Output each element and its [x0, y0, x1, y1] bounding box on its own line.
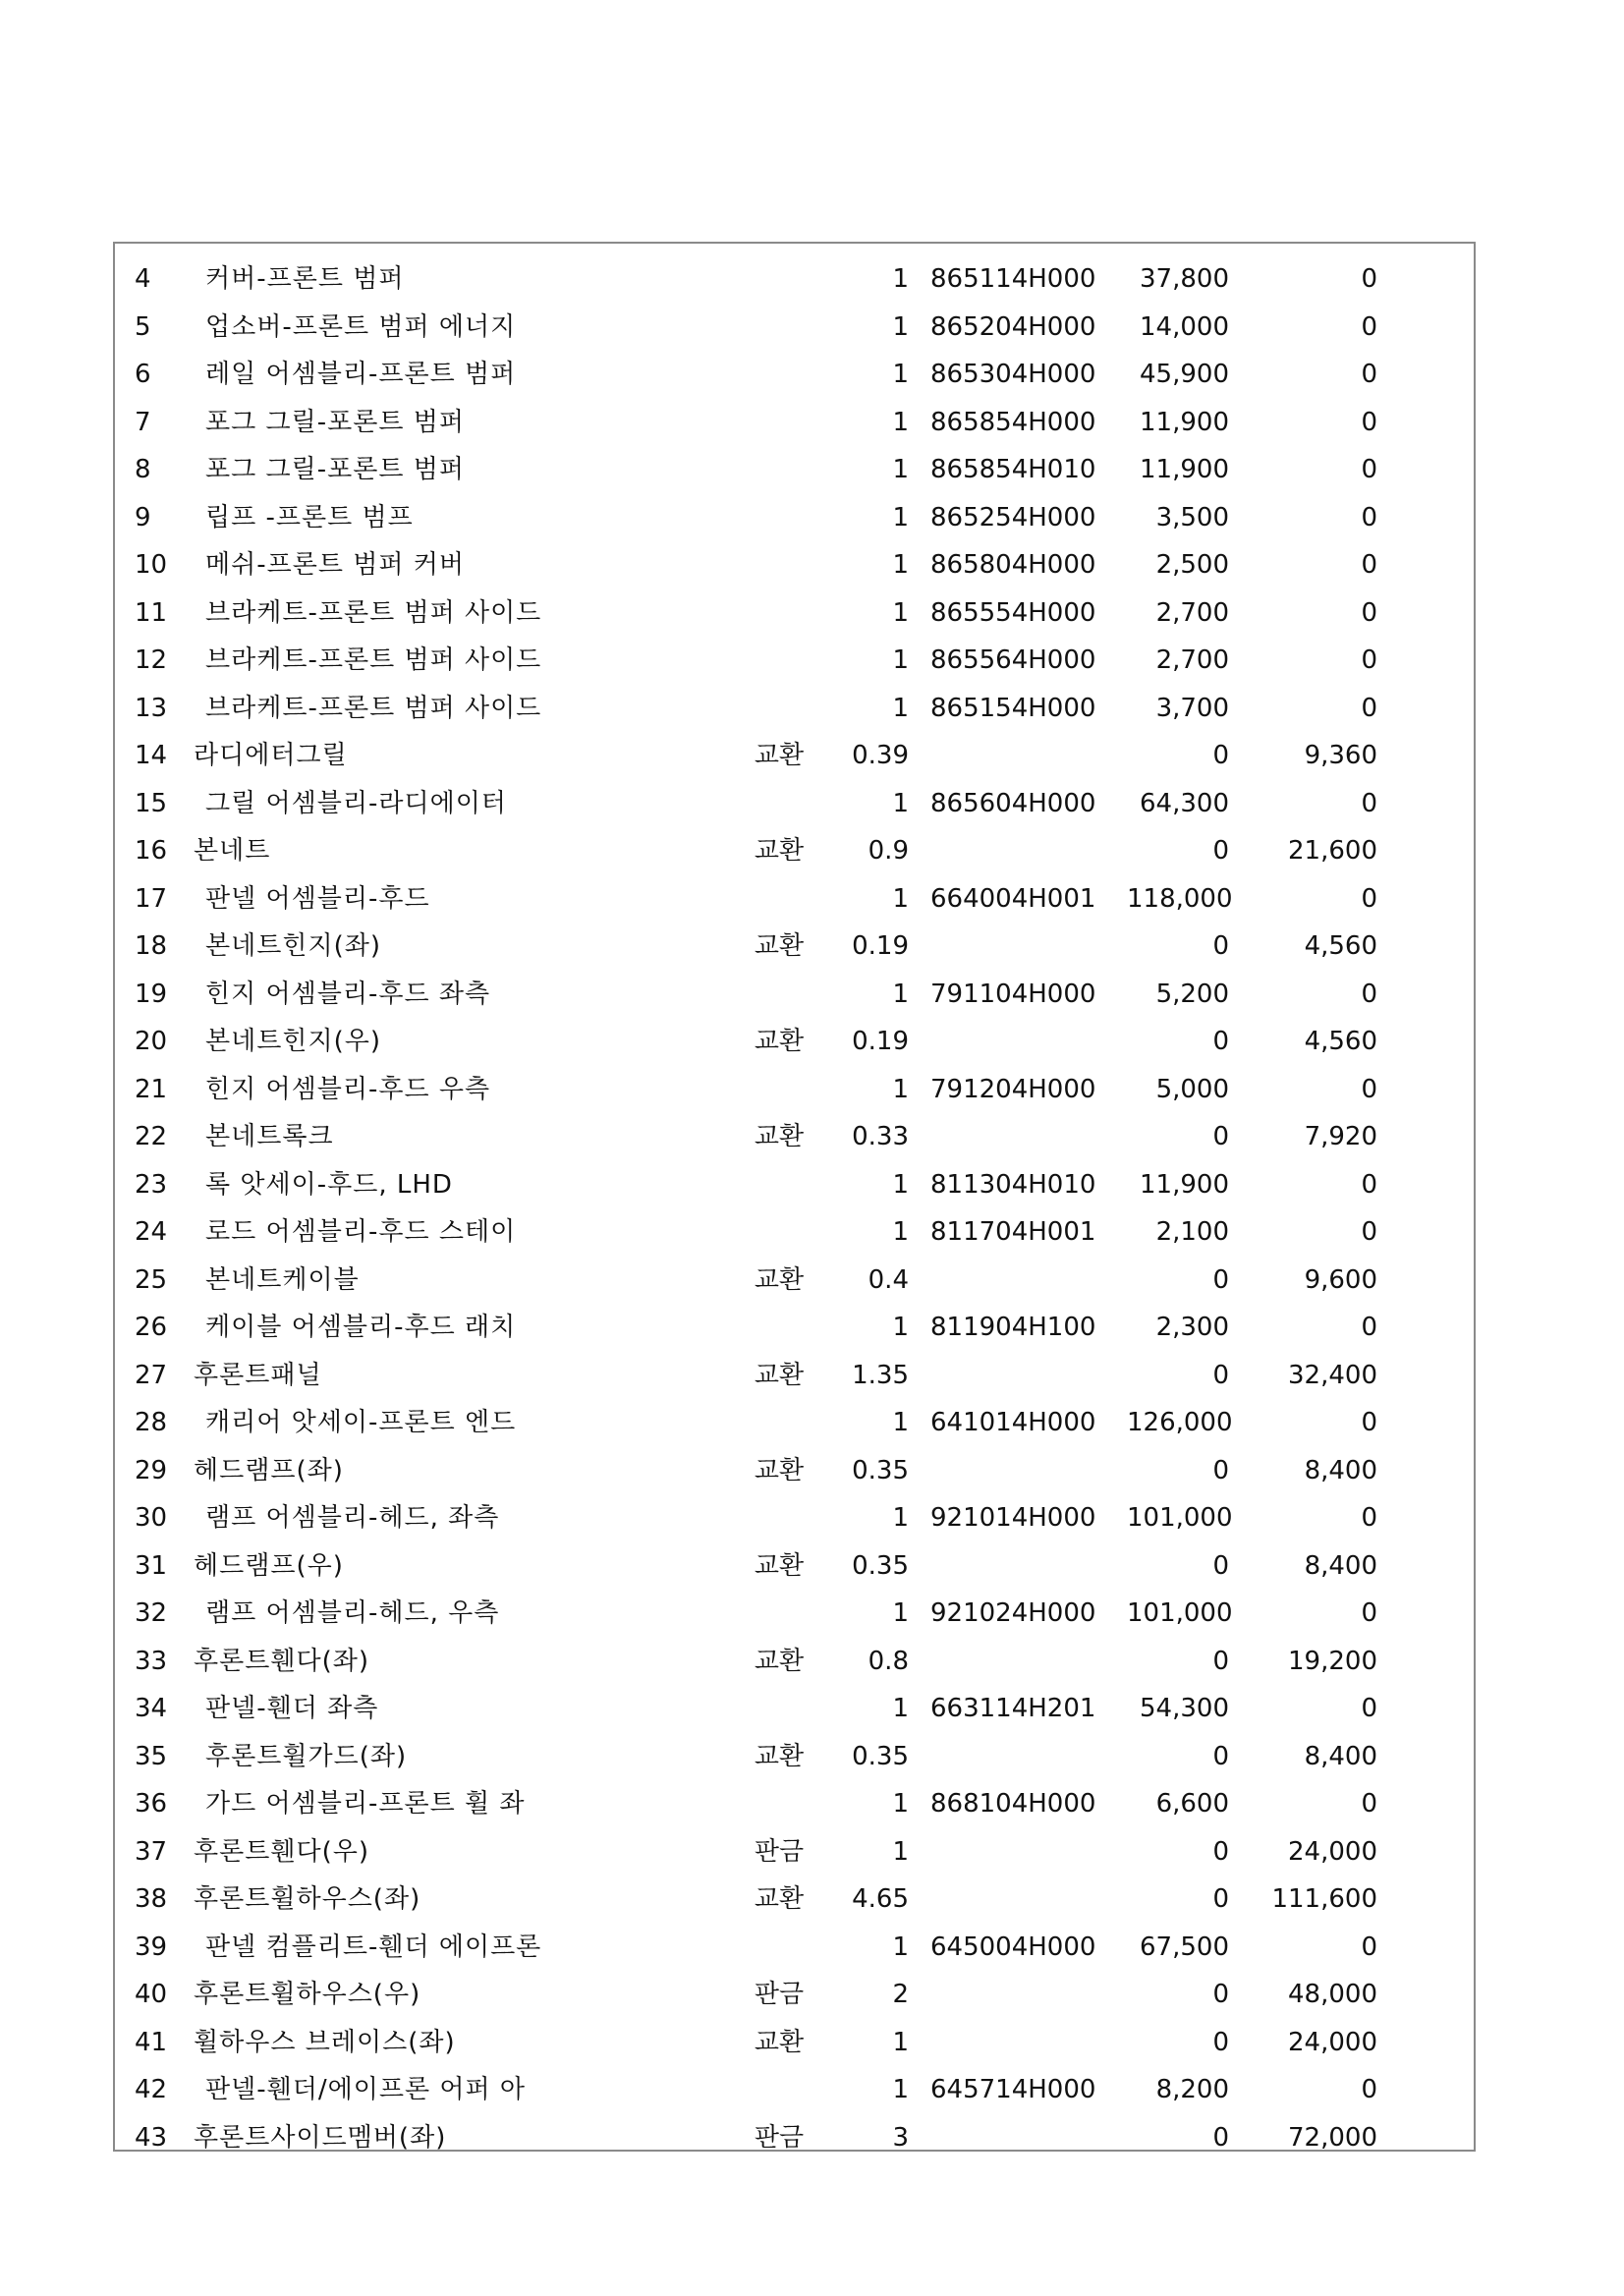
part-number: 791204H000 [930, 1074, 1096, 1104]
item-name: 후론트휀다(좌) [194, 1646, 369, 1676]
part-number: 791104H000 [930, 979, 1096, 1009]
table-row [115, 2066, 1474, 2114]
part-price: 0 [1212, 1264, 1229, 1295]
item-name: 판넬-휀더 좌측 [205, 1694, 379, 1723]
table-row [115, 1638, 1474, 1686]
part-number: 811304H010 [930, 1169, 1096, 1200]
work-type: 판금 [754, 2122, 805, 2153]
table-row [115, 1018, 1474, 1066]
part-number: 663114H201 [930, 1694, 1096, 1723]
part-price: 2,500 [1155, 550, 1229, 580]
part-number: 865204H000 [930, 311, 1096, 342]
labor-cost: 0 [1361, 455, 1377, 484]
table-row [115, 1542, 1474, 1591]
labor-cost: 7,920 [1304, 1122, 1377, 1151]
part-number: 865604H000 [930, 788, 1096, 818]
labor-cost: 0 [1361, 788, 1377, 818]
item-name: 헤드램프(우) [194, 1550, 344, 1581]
part-number: 865564H000 [930, 645, 1096, 675]
part-price: 0 [1212, 1741, 1229, 1771]
row-number: 4 [135, 264, 151, 294]
table-row [115, 494, 1474, 542]
labor-cost: 32,400 [1288, 1360, 1377, 1390]
item-name: 후론트휀다(우) [194, 1836, 369, 1867]
quantity: 0.39 [852, 741, 909, 770]
row-number: 7 [135, 407, 151, 437]
table-row [115, 732, 1474, 780]
part-number: 865154H000 [930, 693, 1096, 723]
part-price: 101,000 [1127, 1503, 1233, 1533]
item-name: 후론트휠가드(좌) [205, 1741, 408, 1771]
table-row [115, 971, 1474, 1019]
part-price: 0 [1212, 1455, 1229, 1485]
table-row [115, 1066, 1474, 1114]
item-name: 로드 어셈블리-후드 스테이 [205, 1217, 517, 1247]
labor-cost: 0 [1361, 2075, 1377, 2104]
row-number: 14 [135, 741, 168, 770]
part-price: 14,000 [1140, 311, 1229, 342]
table-row [115, 399, 1474, 447]
part-price: 45,900 [1140, 360, 1229, 389]
part-number: 641014H000 [930, 1408, 1096, 1437]
item-name: 포그 그릴-포론트 범퍼 [205, 407, 465, 437]
labor-cost: 19,200 [1288, 1646, 1377, 1676]
quantity: 1 [892, 455, 909, 484]
item-name: 힌지 어셈블리-후드 우측 [205, 1074, 491, 1104]
labor-cost: 0 [1361, 1313, 1377, 1342]
table-row [115, 923, 1474, 971]
item-name: 레일 어셈블리-프론트 범퍼 [205, 360, 517, 389]
row-number: 15 [135, 788, 168, 818]
labor-cost: 24,000 [1288, 2027, 1377, 2057]
part-price: 0 [1212, 741, 1229, 770]
work-type: 교환 [754, 836, 805, 866]
quantity: 1 [892, 693, 909, 723]
table-row [115, 875, 1474, 924]
labor-cost: 9,600 [1304, 1264, 1377, 1295]
item-name: 브라케트-프론트 범퍼 사이드 [205, 597, 542, 628]
quantity: 0.35 [852, 1741, 909, 1771]
labor-cost: 0 [1361, 1169, 1377, 1200]
item-name: 메쉬-프론트 범퍼 커버 [205, 550, 465, 580]
quantity: 0.4 [868, 1264, 909, 1295]
row-number: 35 [135, 1741, 168, 1771]
part-price: 3,700 [1155, 693, 1229, 723]
part-number: 865804H000 [930, 550, 1096, 580]
labor-cost: 0 [1361, 407, 1377, 437]
item-name: 케이블 어셈블리-후드 래치 [205, 1313, 517, 1342]
quantity: 1 [892, 550, 909, 580]
item-name: 브라케트-프론트 범퍼 사이드 [205, 645, 542, 675]
item-name: 록 앗세이-후드, LHD [205, 1169, 453, 1200]
work-type: 교환 [754, 2027, 805, 2057]
part-price: 5,000 [1155, 1074, 1229, 1104]
quantity: 4.65 [852, 1884, 909, 1914]
table-row [115, 304, 1474, 352]
table-row [115, 541, 1474, 589]
row-number: 10 [135, 550, 168, 580]
table-row [115, 1828, 1474, 1876]
estimate-table [113, 242, 1476, 2152]
work-type: 교환 [754, 1027, 805, 1056]
part-price: 67,500 [1140, 1932, 1229, 1962]
work-type: 교환 [754, 1122, 805, 1151]
table-row [115, 1780, 1474, 1828]
quantity: 0.33 [852, 1122, 909, 1151]
row-number: 33 [135, 1646, 168, 1676]
row-number: 24 [135, 1217, 168, 1247]
work-type: 교환 [754, 741, 805, 770]
labor-cost: 0 [1361, 1408, 1377, 1437]
item-name: 본네트케이블 [205, 1264, 360, 1295]
quantity: 0.19 [852, 1027, 909, 1056]
item-name: 램프 어셈블리-헤드, 좌측 [205, 1503, 500, 1533]
row-number: 36 [135, 1789, 168, 1819]
part-number: 645714H000 [930, 2075, 1096, 2104]
part-number: 664004H001 [930, 883, 1096, 914]
labor-cost: 0 [1361, 1217, 1377, 1247]
table-row [115, 589, 1474, 638]
table-row [115, 637, 1474, 685]
row-number: 9 [135, 502, 151, 532]
work-type: 교환 [754, 931, 805, 961]
part-number: 811704H001 [930, 1217, 1096, 1247]
row-number: 32 [135, 1598, 168, 1628]
item-name: 본네트록크 [205, 1122, 334, 1151]
labor-cost: 8,400 [1304, 1741, 1377, 1771]
row-number: 13 [135, 693, 168, 723]
part-price: 0 [1212, 1027, 1229, 1056]
quantity: 1 [892, 788, 909, 818]
quantity: 1 [892, 2075, 909, 2104]
item-name: 그릴 어셈블리-라디에이터 [205, 788, 507, 818]
item-name: 라디에터그릴 [194, 741, 348, 770]
labor-cost: 72,000 [1288, 2122, 1377, 2153]
labor-cost: 48,000 [1288, 1980, 1377, 2009]
estimate-rows [115, 255, 1474, 2161]
table-row [115, 1399, 1474, 1447]
part-price: 0 [1212, 1360, 1229, 1390]
quantity: 1 [892, 979, 909, 1009]
table-row [115, 1924, 1474, 1972]
labor-cost: 0 [1361, 645, 1377, 675]
item-name: 판넬-휀더/에이프론 어퍼 아 [205, 2075, 526, 2104]
table-row [115, 1161, 1474, 1209]
part-price: 11,900 [1140, 1169, 1229, 1200]
labor-cost: 4,560 [1304, 1027, 1377, 1056]
row-number: 31 [135, 1550, 168, 1581]
item-name: 판넬 컴플리트-휀더 에이프론 [205, 1932, 542, 1962]
row-number: 37 [135, 1836, 168, 1867]
table-row [115, 1590, 1474, 1638]
part-price: 5,200 [1155, 979, 1229, 1009]
quantity: 1 [892, 1074, 909, 1104]
row-number: 11 [135, 597, 168, 628]
quantity: 1 [892, 2027, 909, 2057]
part-price: 0 [1212, 1646, 1229, 1676]
labor-cost: 24,000 [1288, 1836, 1377, 1867]
work-type: 교환 [754, 1360, 805, 1390]
row-number: 5 [135, 311, 151, 342]
table-row [115, 2114, 1474, 2162]
quantity: 2 [892, 1980, 909, 2009]
table-row [115, 351, 1474, 399]
labor-cost: 111,600 [1271, 1884, 1377, 1914]
row-number: 41 [135, 2027, 168, 2057]
item-name: 커버-프론트 범퍼 [205, 264, 405, 294]
item-name: 본네트힌지(좌) [205, 931, 381, 961]
row-number: 12 [135, 645, 168, 675]
table-row [115, 1876, 1474, 1924]
row-number: 34 [135, 1694, 168, 1723]
quantity: 1 [892, 360, 909, 389]
item-name: 본네트힌지(우) [205, 1027, 381, 1056]
item-name: 후론트휠하우스(좌) [194, 1884, 421, 1914]
table-row [115, 1733, 1474, 1781]
part-number: 865554H000 [930, 597, 1096, 628]
row-number: 28 [135, 1408, 168, 1437]
row-number: 30 [135, 1503, 168, 1533]
work-type: 교환 [754, 1646, 805, 1676]
part-price: 37,800 [1140, 264, 1229, 294]
work-type: 교환 [754, 1550, 805, 1581]
table-row [115, 1971, 1474, 2019]
quantity: 1 [892, 264, 909, 294]
quantity: 1 [892, 407, 909, 437]
quantity: 1 [892, 1836, 909, 1867]
quantity: 1 [892, 1408, 909, 1437]
work-type: 판금 [754, 1980, 805, 2009]
part-number: 645004H000 [930, 1932, 1096, 1962]
labor-cost: 0 [1361, 502, 1377, 532]
item-name: 업소버-프론트 범퍼 에너지 [205, 311, 517, 342]
part-price: 0 [1212, 2122, 1229, 2153]
row-number: 17 [135, 883, 168, 914]
quantity: 1 [892, 311, 909, 342]
part-price: 0 [1212, 1884, 1229, 1914]
item-name: 후론트휠하우스(우) [194, 1980, 421, 2009]
part-price: 8,200 [1155, 2075, 1229, 2104]
part-price: 54,300 [1140, 1694, 1229, 1723]
part-price: 118,000 [1127, 883, 1233, 914]
labor-cost: 0 [1361, 1503, 1377, 1533]
part-price: 0 [1212, 2027, 1229, 2057]
row-number: 26 [135, 1313, 168, 1342]
table-row [115, 1352, 1474, 1400]
row-number: 25 [135, 1264, 168, 1295]
table-row [115, 1685, 1474, 1733]
table-row [115, 255, 1474, 304]
labor-cost: 9,360 [1304, 741, 1377, 770]
table-row [115, 1257, 1474, 1305]
part-number: 865254H000 [930, 502, 1096, 532]
quantity: 1 [892, 1932, 909, 1962]
part-price: 0 [1212, 1550, 1229, 1581]
quantity: 1 [892, 645, 909, 675]
quantity: 0.35 [852, 1455, 909, 1485]
part-price: 0 [1212, 1122, 1229, 1151]
table-row [115, 1494, 1474, 1542]
part-number: 865854H000 [930, 407, 1096, 437]
item-name: 본네트 [194, 836, 271, 866]
quantity: 1 [892, 1313, 909, 1342]
part-price: 101,000 [1127, 1598, 1233, 1628]
part-number: 921014H000 [930, 1503, 1096, 1533]
labor-cost: 0 [1361, 264, 1377, 294]
table-row [115, 1113, 1474, 1161]
quantity: 1 [892, 1217, 909, 1247]
work-type: 교환 [754, 1455, 805, 1485]
quantity: 1 [892, 883, 909, 914]
table-row [115, 1447, 1474, 1495]
part-price: 0 [1212, 1836, 1229, 1867]
table-row [115, 1208, 1474, 1257]
table-row [115, 1304, 1474, 1352]
quantity: 1 [892, 1694, 909, 1723]
quantity: 0.8 [868, 1646, 909, 1676]
row-number: 6 [135, 360, 151, 389]
part-number: 865854H010 [930, 455, 1096, 484]
labor-cost: 0 [1361, 979, 1377, 1009]
quantity: 3 [892, 2122, 909, 2153]
work-type: 판금 [754, 1836, 805, 1867]
row-number: 40 [135, 1980, 168, 2009]
part-price: 2,700 [1155, 645, 1229, 675]
row-number: 8 [135, 455, 151, 484]
quantity: 1.35 [852, 1360, 909, 1390]
labor-cost: 0 [1361, 693, 1377, 723]
row-number: 39 [135, 1932, 168, 1962]
item-name: 가드 어셈블리-프론트 휠 좌 [205, 1789, 526, 1819]
item-name: 후론트패널 [194, 1360, 322, 1390]
row-number: 27 [135, 1360, 168, 1390]
row-number: 43 [135, 2122, 168, 2153]
part-price: 3,500 [1155, 502, 1229, 532]
labor-cost: 0 [1361, 1074, 1377, 1104]
labor-cost: 8,400 [1304, 1550, 1377, 1581]
part-price: 0 [1212, 1980, 1229, 2009]
row-number: 22 [135, 1122, 168, 1151]
item-name: 램프 어셈블리-헤드, 우측 [205, 1598, 500, 1628]
row-number: 29 [135, 1455, 168, 1485]
labor-cost: 0 [1361, 1789, 1377, 1819]
row-number: 23 [135, 1169, 168, 1200]
part-number: 921024H000 [930, 1598, 1096, 1628]
part-price: 2,100 [1155, 1217, 1229, 1247]
labor-cost: 0 [1361, 597, 1377, 628]
table-row [115, 2019, 1474, 2067]
part-price: 11,900 [1140, 455, 1229, 484]
labor-cost: 0 [1361, 883, 1377, 914]
labor-cost: 21,600 [1288, 836, 1377, 866]
item-name: 립프 -프론트 범프 [205, 502, 414, 532]
quantity: 0.35 [852, 1550, 909, 1581]
work-type: 교환 [754, 1264, 805, 1295]
part-price: 126,000 [1127, 1408, 1233, 1437]
part-price: 0 [1212, 836, 1229, 866]
item-name: 휠하우스 브레이스(좌) [194, 2027, 456, 2057]
table-row [115, 780, 1474, 828]
row-number: 38 [135, 1884, 168, 1914]
labor-cost: 0 [1361, 311, 1377, 342]
row-number: 21 [135, 1074, 168, 1104]
item-name: 헤드램프(좌) [194, 1455, 344, 1485]
row-number: 16 [135, 836, 168, 866]
part-number: 865114H000 [930, 264, 1096, 294]
part-price: 2,700 [1155, 597, 1229, 628]
labor-cost: 8,400 [1304, 1455, 1377, 1485]
item-name: 힌지 어셈블리-후드 좌측 [205, 979, 491, 1009]
quantity: 1 [892, 1169, 909, 1200]
labor-cost: 4,560 [1304, 931, 1377, 961]
work-type: 교환 [754, 1741, 805, 1771]
quantity: 1 [892, 1503, 909, 1533]
part-price: 11,900 [1140, 407, 1229, 437]
part-number: 865304H000 [930, 360, 1096, 389]
part-price: 2,300 [1155, 1313, 1229, 1342]
labor-cost: 0 [1361, 1598, 1377, 1628]
row-number: 20 [135, 1027, 168, 1056]
quantity: 1 [892, 502, 909, 532]
item-name: 브라케트-프론트 범퍼 사이드 [205, 693, 542, 723]
labor-cost: 0 [1361, 550, 1377, 580]
row-number: 18 [135, 931, 168, 961]
quantity: 1 [892, 597, 909, 628]
quantity: 1 [892, 1789, 909, 1819]
item-name: 캐리어 앗세이-프론트 엔드 [205, 1408, 517, 1437]
item-name: 판넬 어셈블리-후드 [205, 883, 430, 914]
quantity: 0.19 [852, 931, 909, 961]
row-number: 42 [135, 2075, 168, 2104]
table-row [115, 685, 1474, 733]
work-type: 교환 [754, 1884, 805, 1914]
item-name: 포그 그릴-포론트 범퍼 [205, 455, 465, 484]
table-row [115, 827, 1474, 875]
part-number: 811904H100 [930, 1313, 1096, 1342]
item-name: 후론트사이드멤버(좌) [194, 2122, 447, 2153]
part-price: 6,600 [1155, 1789, 1229, 1819]
row-number: 19 [135, 979, 168, 1009]
table-row [115, 446, 1474, 494]
quantity: 1 [892, 1598, 909, 1628]
quantity: 0.9 [868, 836, 909, 866]
labor-cost: 0 [1361, 360, 1377, 389]
part-price: 0 [1212, 931, 1229, 961]
labor-cost: 0 [1361, 1694, 1377, 1723]
part-number: 868104H000 [930, 1789, 1096, 1819]
part-price: 64,300 [1140, 788, 1229, 818]
labor-cost: 0 [1361, 1932, 1377, 1962]
